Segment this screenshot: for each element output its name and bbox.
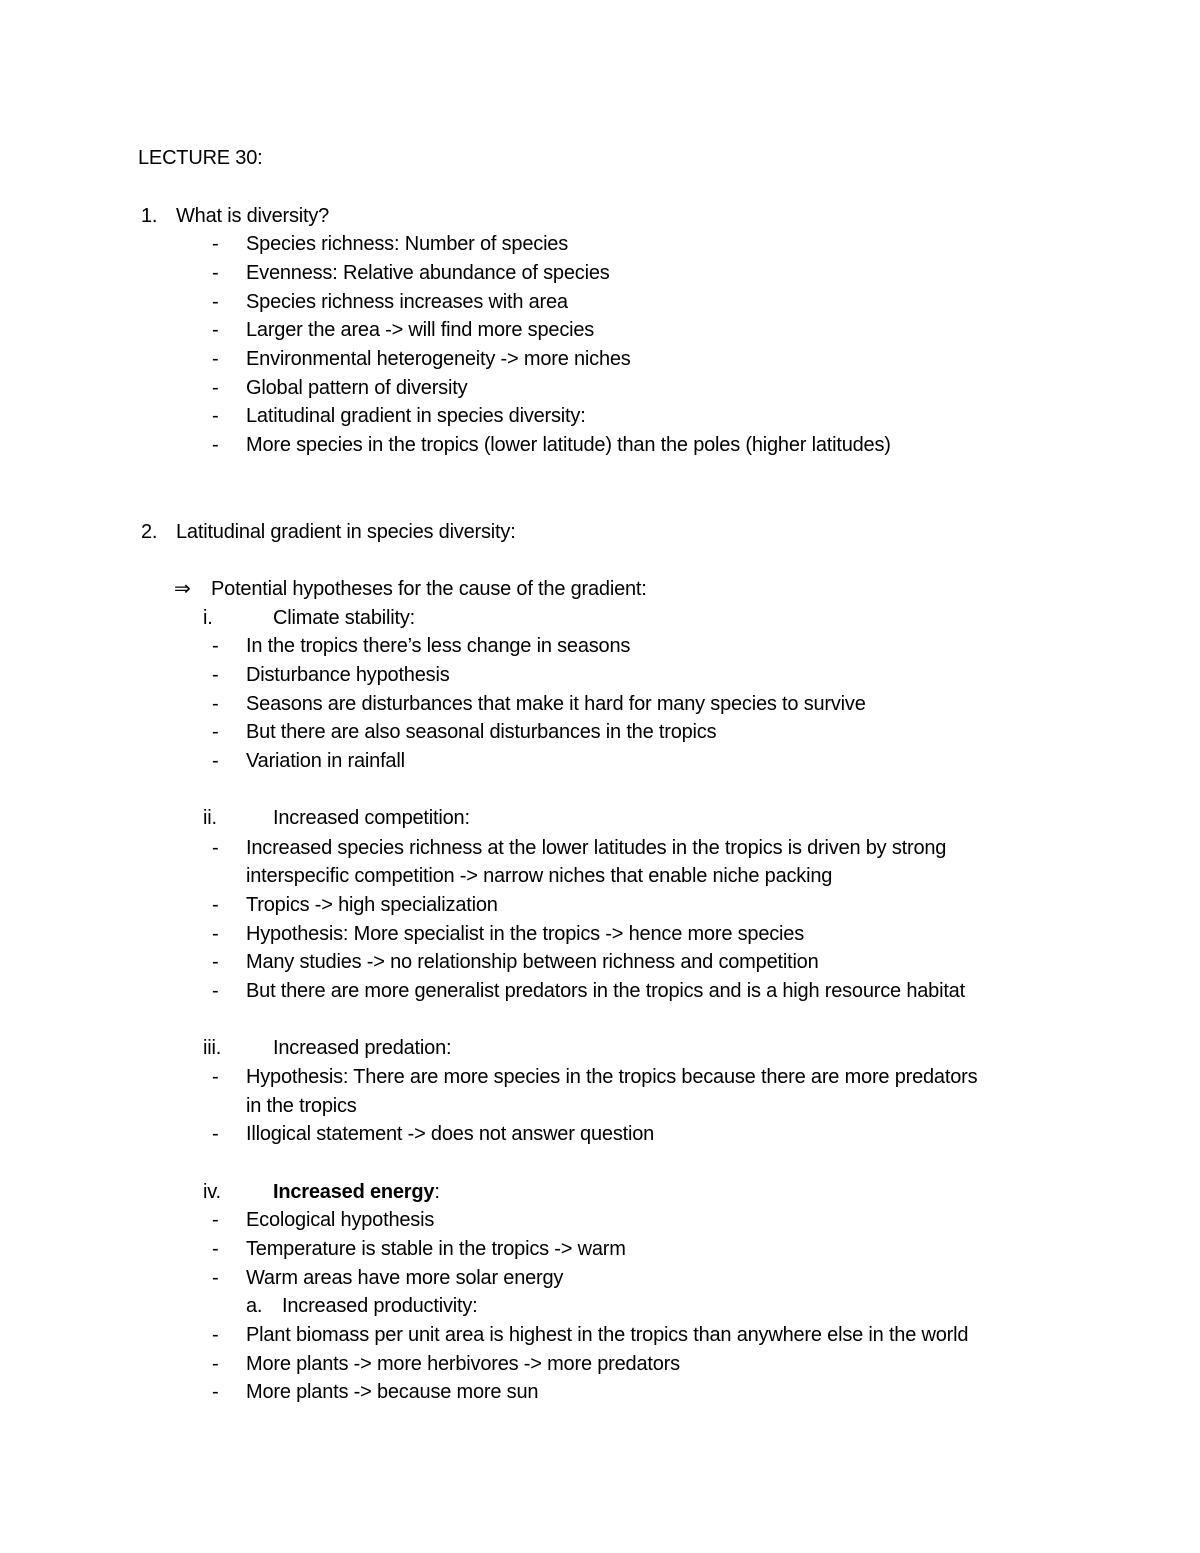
list-item-continuation: in the tropics bbox=[246, 1095, 357, 1117]
bullet-dash: - bbox=[212, 262, 219, 284]
list-item-continuation: interspecific competition -> narrow niches that enable niche packing bbox=[246, 865, 833, 887]
list-item: Hypothesis: More specialist in the tropics -> hence more species bbox=[246, 923, 805, 945]
list-item: Larger the area -> will find more species bbox=[246, 319, 595, 341]
hypothesis-numeral: i. bbox=[203, 607, 213, 629]
bullet-dash: - bbox=[212, 837, 219, 859]
section-1-number: 1. bbox=[141, 205, 158, 227]
bullet-dash: - bbox=[212, 951, 219, 973]
sub-letter: a. bbox=[246, 1295, 263, 1317]
hypotheses-intro: Potential hypotheses for the cause of the gradient: bbox=[211, 578, 647, 600]
sub-title: Increased productivity: bbox=[282, 1295, 478, 1317]
list-item: Latitudinal gradient in species diversity: bbox=[246, 405, 586, 427]
section-1-heading: What is diversity? bbox=[176, 205, 330, 227]
hypothesis-numeral: ii. bbox=[203, 807, 217, 829]
hypothesis-title: Increased predation: bbox=[273, 1037, 452, 1059]
list-item: Ecological hypothesis bbox=[246, 1209, 435, 1231]
list-item: More species in the tropics (lower latitude) than the poles (higher latitudes) bbox=[246, 434, 891, 456]
bullet-dash: - bbox=[212, 348, 219, 370]
hypothesis-numeral: iv. bbox=[203, 1181, 221, 1203]
hypothesis-title-colon: : bbox=[434, 1181, 440, 1203]
list-item: Many studies -> no relationship between richness and competition bbox=[246, 951, 819, 973]
bullet-dash: - bbox=[212, 1209, 219, 1231]
bullet-dash: - bbox=[212, 1123, 219, 1145]
list-item: Plant biomass per unit area is highest in the tropics than anywhere else in the world bbox=[246, 1324, 969, 1346]
bullet-dash: - bbox=[212, 291, 219, 313]
list-item: Warm areas have more solar energy bbox=[246, 1267, 564, 1289]
bullet-dash: - bbox=[212, 894, 219, 916]
bullet-dash: - bbox=[212, 1381, 219, 1403]
list-item: Increased species richness at the lower latitudes in the tropics is driven by strong bbox=[246, 837, 947, 859]
bullet-dash: - bbox=[212, 923, 219, 945]
list-item: Species richness: Number of species bbox=[246, 233, 569, 255]
bullet-dash: - bbox=[212, 693, 219, 715]
hypothesis-title bbox=[273, 1180, 440, 1204]
list-item: But there are also seasonal disturbances in the tropics bbox=[246, 721, 717, 743]
arrow-icon: ⇒ bbox=[174, 578, 191, 600]
list-item: Hypothesis: There are more species in the tropics because there are more predators bbox=[246, 1066, 978, 1088]
bullet-dash: - bbox=[212, 377, 219, 399]
list-item: Tropics -> high specialization bbox=[246, 894, 498, 916]
list-item: More plants -> more herbivores -> more predators bbox=[246, 1353, 680, 1375]
bullet-dash: - bbox=[212, 750, 219, 772]
section-2-number: 2. bbox=[141, 521, 158, 543]
bullet-dash: - bbox=[212, 319, 219, 341]
bullet-dash: - bbox=[212, 1324, 219, 1346]
bullet-dash: - bbox=[212, 405, 219, 427]
hypothesis-title: Climate stability: bbox=[273, 607, 415, 629]
list-item: Seasons are disturbances that make it hard for many species to survive bbox=[246, 693, 866, 715]
list-item: In the tropics there’s less change in seasons bbox=[246, 635, 631, 657]
page-title: LECTURE 30: bbox=[138, 147, 263, 169]
list-item: Variation in rainfall bbox=[246, 750, 405, 772]
list-item: Global pattern of diversity bbox=[246, 377, 468, 399]
bullet-dash: - bbox=[212, 1267, 219, 1289]
hypothesis-title: Increased competition: bbox=[273, 807, 470, 829]
list-item: Temperature is stable in the tropics -> warm bbox=[246, 1238, 626, 1260]
bullet-dash: - bbox=[212, 664, 219, 686]
bullet-dash: - bbox=[212, 635, 219, 657]
bullet-dash: - bbox=[212, 434, 219, 456]
list-item: Species richness increases with area bbox=[246, 291, 568, 313]
bullet-dash: - bbox=[212, 1353, 219, 1375]
bullet-dash: - bbox=[212, 980, 219, 1002]
list-item: Disturbance hypothesis bbox=[246, 664, 450, 686]
list-item: Environmental heterogeneity -> more niches bbox=[246, 348, 631, 370]
list-item: But there are more generalist predators in the tropics and is a high resource habitat bbox=[246, 980, 965, 1002]
bullet-dash: - bbox=[212, 233, 219, 255]
hypothesis-title-text: Increased energy bbox=[273, 1181, 435, 1203]
bullet-dash: - bbox=[212, 721, 219, 743]
hypothesis-numeral: iii. bbox=[203, 1037, 222, 1059]
bullet-dash: - bbox=[212, 1066, 219, 1088]
bullet-dash: - bbox=[212, 1238, 219, 1260]
list-item: Illogical statement -> does not answer question bbox=[246, 1123, 655, 1145]
list-item: Evenness: Relative abundance of species bbox=[246, 262, 610, 284]
section-2-heading: Latitudinal gradient in species diversity: bbox=[176, 521, 516, 543]
list-item: More plants -> because more sun bbox=[246, 1381, 539, 1403]
